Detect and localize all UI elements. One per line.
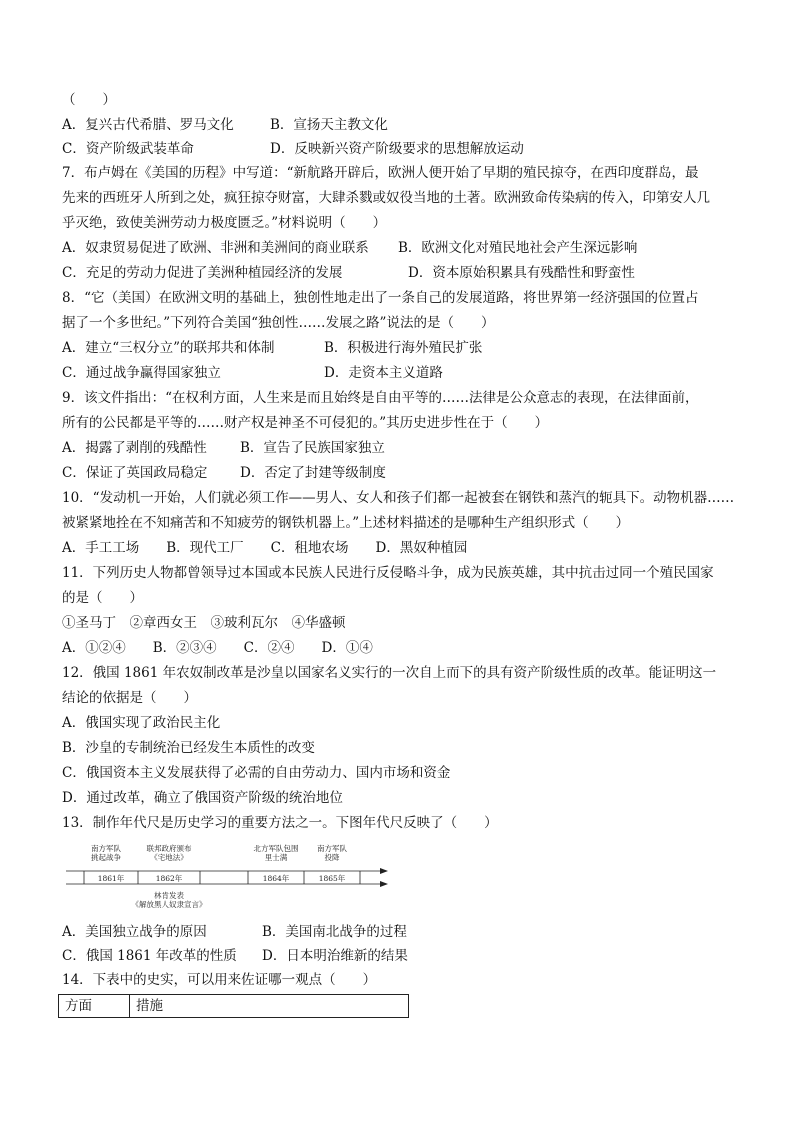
timeline-figure: [62, 840, 392, 915]
timeline-arrow-top: [380, 868, 388, 874]
q8-option-b[interactable]: B．积极进行海外殖民扩张: [324, 340, 483, 356]
q13-options-row1: [62, 922, 407, 942]
q9-options-row2: [62, 463, 386, 483]
table-header-measures: 措施: [130, 995, 409, 1018]
q12-stem-line1: 12．俄国 1861 年农奴制改革是沙皇以国家名义实行的一次自上而下的具有资产阶级性质的改革。能证明这一: [62, 665, 717, 681]
q6-option-d[interactable]: D．反映新兴资产阶级要求的思想解放运动: [270, 141, 524, 157]
timeline-year-2: 1862年: [155, 874, 183, 883]
timeline-event-1: 南方军队 挑起战争: [91, 844, 121, 862]
q10-stem-line1: 10．“发动机一开始，人们就必须工作——男人、女人和孩子们都一起被套在钢铁和蒸汽的轭具下。动物机器……: [62, 490, 735, 506]
q7-option-c[interactable]: C．充足的劳动力促进了美洲种植园经济的发展: [62, 265, 343, 281]
table-row: [59, 995, 409, 1018]
q13-option-b[interactable]: B．美国南北战争的过程: [262, 924, 407, 940]
q9-stem-line2: 所有的公民都是平等的……财产权是神圣不可侵犯的。”其历史进步性在于（ ）: [62, 415, 549, 431]
timeline-year-1: 1861年: [97, 874, 125, 883]
q12-stem-line2: 结论的依据是（ ）: [62, 690, 197, 706]
timeline-event-4: 南方军队 投降: [317, 844, 347, 862]
q6-option-b[interactable]: B．宣扬天主教文化: [270, 117, 388, 133]
q12-option-d[interactable]: D．通过改革，确立了俄国资产阶级的统治地位: [62, 790, 343, 806]
q10-options[interactable]: A．手工工场 B．现代工厂 C．租地农场 D．黑奴种植园: [62, 540, 468, 556]
q6-options-row1: [62, 115, 388, 135]
q6-options-row2: [62, 139, 524, 159]
table-header-aspect: 方面: [59, 995, 130, 1018]
q8-options-row1: [62, 338, 482, 358]
q13-options-row2: [62, 946, 408, 966]
timeline-year-3: 1864年: [262, 874, 290, 883]
q13-option-d[interactable]: D．日本明治维新的结果: [262, 948, 408, 964]
q12-option-c[interactable]: C．俄国资本主义发展获得了必需的自由劳动力、国内市场和资金: [62, 765, 451, 781]
q8-option-c[interactable]: C．通过战争赢得国家独立: [62, 365, 221, 381]
q14-stem: 14．下表中的史实，可以用来佐证哪一观点（ ）: [62, 972, 377, 988]
q7-stem-line3: 乎灭绝，致使美洲劳动力极度匮乏。”材料说明（ ）: [62, 215, 387, 231]
q7-option-a[interactable]: A．奴隶贸易促进了欧洲、非洲和美洲间的商业联系: [62, 240, 369, 256]
q7-options-row1: [62, 238, 637, 258]
q9-option-b[interactable]: B．宣告了民族国家独立: [240, 440, 385, 456]
q8-option-d[interactable]: D．走资本主义道路: [324, 365, 443, 381]
q9-stem-line1: 9．该文件指出：“在权利方面，人生来是而且始终是自由平等的……法律是公众意志的表现，在法律面前，: [62, 390, 699, 406]
q11-items: ①圣马丁 ②章西女王 ③玻利瓦尔 ④华盛顿: [62, 615, 346, 631]
q13-stem: 13．制作年代尺是历史学习的重要方法之一。下图年代尺反映了（ ）: [62, 815, 498, 831]
timeline-event-3: 北方军队包围 里士满: [253, 844, 299, 862]
q8-stem-line1: 8．“它（美国）在欧洲文明的基础上，独创性地走出了一条自己的发展道路，将世界第一经济强国的位置占: [62, 290, 699, 306]
q6-option-c[interactable]: C．资产阶级武装革命: [62, 141, 194, 157]
q10-stem-line2: 被紧紧地拴在不知痛苦和不知疲劳的钢铁机器上。”上述材料描述的是哪种生产组织形式（ ）: [62, 515, 630, 531]
q11-stem-line2: 的是（ ）: [62, 590, 143, 606]
q8-options-row2: [62, 363, 443, 383]
q13-option-a[interactable]: A．美国独立战争的原因: [62, 924, 207, 940]
q9-options-row1: [62, 438, 385, 458]
q9-option-c[interactable]: C．保证了英国政局稳定: [62, 465, 208, 481]
q7-stem-line1: 7．布卢姆在《美国的历程》中写道：“新航路开辟后，欧洲人便开始了早期的殖民掠夺，在西印度群岛，最: [62, 165, 699, 181]
timeline-event-bottom: 林肯发表 《解放黑人奴隶宣言》: [131, 891, 207, 909]
q11-stem-line1: 11．下列历史人物都曾领导过本国或本民族人民进行反侵略斗争，成为民族英雄，其中抗击过同一个殖民国家: [62, 565, 714, 581]
timeline-year-4: 1865年: [318, 874, 346, 883]
q12-option-b[interactable]: B．沙皇的专制统治已经发生本质性的改变: [62, 740, 315, 756]
q7-options-row2: [62, 263, 635, 283]
timeline-event-2: 联邦政府颁布 《宅地法》: [146, 844, 192, 862]
timeline-arrow-bottom: [380, 881, 388, 887]
q6-option-a[interactable]: A．复兴古代希腊、罗马文化: [62, 117, 234, 133]
q7-option-d[interactable]: D．资本原始积累具有残酷性和野蛮性: [408, 265, 635, 281]
q6-paren: （ ）: [62, 92, 116, 108]
q8-stem-line2: 据了一个多世纪。”下列符合美国“独创性……发展之路”说法的是（ ）: [62, 315, 495, 331]
q7-stem-line2: 先来的西班牙人所到之处，疯狂掠夺财富，大肆杀戮或奴役当地的土著。欧洲致命传染病的传入，印第安人几: [62, 190, 710, 206]
q13-option-c[interactable]: C．俄国 1861 年改革的性质: [62, 948, 237, 964]
q9-option-d[interactable]: D．否定了封建等级制度: [240, 465, 386, 481]
q12-option-a[interactable]: A．俄国实现了政治民主化: [62, 715, 221, 731]
q11-options[interactable]: A．①②④ B．②③④ C．②④ D．①④: [62, 640, 373, 656]
q9-option-a[interactable]: A．揭露了剥削的残酷性: [62, 440, 207, 456]
q7-option-b[interactable]: B．欧洲文化对殖民地社会产生深远影响: [398, 240, 638, 256]
q8-option-a[interactable]: A．建立“三权分立”的联邦共和体制: [62, 340, 275, 356]
q14-table: [58, 994, 409, 1018]
